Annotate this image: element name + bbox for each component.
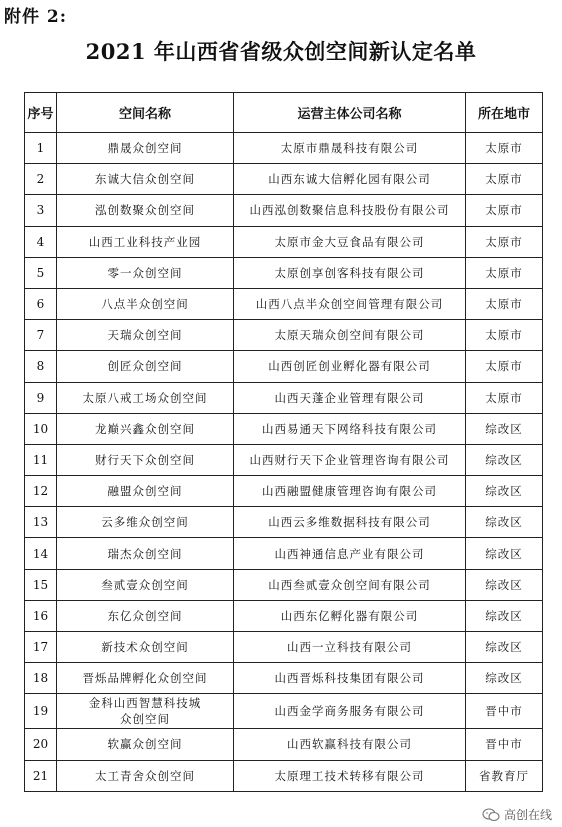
company-name-cell: 山西泓创数聚信息科技股份有限公司 bbox=[234, 195, 466, 226]
table-row bbox=[25, 507, 543, 538]
city-cell: 太原市 bbox=[466, 226, 543, 257]
space-name-cell: 龙巅兴鑫众创空间 bbox=[57, 413, 234, 444]
space-name-cell: 天瑞众创空间 bbox=[57, 320, 234, 351]
space-name-cell: 太原八戒工场众创空间 bbox=[57, 382, 234, 413]
space-name-cell: 财行天下众创空间 bbox=[57, 444, 234, 475]
company-name-cell: 山西融盟健康管理咨询有限公司 bbox=[234, 476, 466, 507]
table-row bbox=[25, 195, 543, 226]
city-cell: 综改区 bbox=[466, 413, 543, 444]
space-name-cell: 太工青舍众创空间 bbox=[57, 760, 234, 791]
watermark bbox=[482, 806, 552, 823]
city-cell: 太原市 bbox=[466, 320, 543, 351]
space-list-table bbox=[24, 92, 543, 792]
company-name-cell: 山西神通信息产业有限公司 bbox=[234, 538, 466, 569]
row-number: 1 bbox=[25, 133, 57, 164]
table-row bbox=[25, 351, 543, 382]
row-number: 9 bbox=[25, 382, 57, 413]
row-number: 4 bbox=[25, 226, 57, 257]
column-header-number: 序号 bbox=[25, 93, 57, 133]
row-number: 17 bbox=[25, 632, 57, 663]
space-name-cell: 东诚大信众创空间 bbox=[57, 164, 234, 195]
space-name-cell: 零一众创空间 bbox=[57, 257, 234, 288]
row-number: 11 bbox=[25, 444, 57, 475]
company-name-cell: 山西一立科技有限公司 bbox=[234, 632, 466, 663]
table-row bbox=[25, 320, 543, 351]
row-number: 18 bbox=[25, 663, 57, 694]
space-name-cell: 山西工业科技产业园 bbox=[57, 226, 234, 257]
table-body bbox=[25, 133, 543, 792]
table-row bbox=[25, 569, 543, 600]
space-name-cell: 晋烁品牌孵化众创空间 bbox=[57, 663, 234, 694]
city-cell: 太原市 bbox=[466, 257, 543, 288]
company-name-cell: 山西金学商务服务有限公司 bbox=[234, 694, 466, 729]
space-name-cell: 泓创数聚众创空间 bbox=[57, 195, 234, 226]
company-name-cell: 山西晋烁科技集团有限公司 bbox=[234, 663, 466, 694]
city-cell: 综改区 bbox=[466, 444, 543, 475]
space-name-cell: 东亿众创空间 bbox=[57, 600, 234, 631]
city-cell: 综改区 bbox=[466, 569, 543, 600]
table-row bbox=[25, 663, 543, 694]
table-row bbox=[25, 413, 543, 444]
space-name-cell: 云多维众创空间 bbox=[57, 507, 234, 538]
table-row bbox=[25, 538, 543, 569]
space-name-cell: 软赢众创空间 bbox=[57, 729, 234, 760]
row-number: 12 bbox=[25, 476, 57, 507]
watermark-text: 高创在线 bbox=[503, 808, 552, 822]
company-name-cell: 太原市鼎晟科技有限公司 bbox=[234, 133, 466, 164]
column-header-city: 所在地市 bbox=[466, 93, 543, 133]
row-number: 2 bbox=[25, 164, 57, 195]
city-cell: 综改区 bbox=[466, 538, 543, 569]
row-number: 19 bbox=[25, 694, 57, 729]
table-row bbox=[25, 133, 543, 164]
company-name-cell: 山西东诚大信孵化园有限公司 bbox=[234, 164, 466, 195]
row-number: 3 bbox=[25, 195, 57, 226]
city-cell: 综改区 bbox=[466, 476, 543, 507]
company-name-cell: 山西财行天下企业管理咨询有限公司 bbox=[234, 444, 466, 475]
row-number: 7 bbox=[25, 320, 57, 351]
company-name-cell: 山西软赢科技有限公司 bbox=[234, 729, 466, 760]
space-name-cell: 叁贰壹众创空间 bbox=[57, 569, 234, 600]
company-name-cell: 山西东亿孵化器有限公司 bbox=[234, 600, 466, 631]
city-cell: 综改区 bbox=[466, 507, 543, 538]
company-name-cell: 太原市金大豆食品有限公司 bbox=[234, 226, 466, 257]
column-header-space-name: 空间名称 bbox=[57, 93, 234, 133]
table-header-row bbox=[25, 93, 543, 133]
table-row bbox=[25, 382, 543, 413]
table-row bbox=[25, 444, 543, 475]
table-row bbox=[25, 476, 543, 507]
row-number: 5 bbox=[25, 257, 57, 288]
row-number: 13 bbox=[25, 507, 57, 538]
city-cell: 太原市 bbox=[466, 351, 543, 382]
city-cell: 省教育厅 bbox=[466, 760, 543, 791]
city-cell: 太原市 bbox=[466, 133, 543, 164]
space-name-cell: 鼎晟众创空间 bbox=[57, 133, 234, 164]
space-name-cell: 金科山西智慧科技城 众创空间 bbox=[57, 694, 234, 729]
table-row bbox=[25, 632, 543, 663]
row-number: 14 bbox=[25, 538, 57, 569]
attachment-label: 附件 2: bbox=[4, 7, 68, 27]
company-name-cell: 太原理工技术转移有限公司 bbox=[234, 760, 466, 791]
table-row bbox=[25, 257, 543, 288]
space-name-cell: 创匠众创空间 bbox=[57, 351, 234, 382]
column-header-company: 运营主体公司名称 bbox=[234, 93, 466, 133]
space-name-cell: 八点半众创空间 bbox=[57, 288, 234, 319]
company-name-cell: 山西云多维数据科技有限公司 bbox=[234, 507, 466, 538]
row-number: 20 bbox=[25, 729, 57, 760]
city-cell: 晋中市 bbox=[466, 694, 543, 729]
page-title: 2021 年山西省省级众创空间新认定名单 bbox=[85, 39, 477, 64]
row-number: 8 bbox=[25, 351, 57, 382]
company-name-cell: 山西创匠创业孵化器有限公司 bbox=[234, 351, 466, 382]
table-row bbox=[25, 164, 543, 195]
city-cell: 太原市 bbox=[466, 195, 543, 226]
row-number: 16 bbox=[25, 600, 57, 631]
wechat-icon bbox=[482, 808, 500, 822]
city-cell: 太原市 bbox=[466, 382, 543, 413]
table-row bbox=[25, 226, 543, 257]
space-name-cell: 融盟众创空间 bbox=[57, 476, 234, 507]
table-row bbox=[25, 694, 543, 729]
company-name-cell: 太原创享创客科技有限公司 bbox=[234, 257, 466, 288]
table-row bbox=[25, 729, 543, 760]
company-name-cell: 山西天蓬企业管理有限公司 bbox=[234, 382, 466, 413]
city-cell: 太原市 bbox=[466, 164, 543, 195]
table-row bbox=[25, 600, 543, 631]
company-name-cell: 太原天瑞众创空间有限公司 bbox=[234, 320, 466, 351]
city-cell: 综改区 bbox=[466, 600, 543, 631]
company-name-cell: 山西八点半众创空间管理有限公司 bbox=[234, 288, 466, 319]
company-name-cell: 山西叁贰壹众创空间有限公司 bbox=[234, 569, 466, 600]
city-cell: 综改区 bbox=[466, 663, 543, 694]
row-number: 21 bbox=[25, 760, 57, 791]
company-name-cell: 山西易通天下网络科技有限公司 bbox=[234, 413, 466, 444]
row-number: 6 bbox=[25, 288, 57, 319]
space-name-cell: 新技术众创空间 bbox=[57, 632, 234, 663]
row-number: 15 bbox=[25, 569, 57, 600]
space-name-cell: 瑞杰众创空间 bbox=[57, 538, 234, 569]
table-row bbox=[25, 288, 543, 319]
city-cell: 太原市 bbox=[466, 288, 543, 319]
row-number: 10 bbox=[25, 413, 57, 444]
city-cell: 综改区 bbox=[466, 632, 543, 663]
table-row bbox=[25, 760, 543, 791]
city-cell: 晋中市 bbox=[466, 729, 543, 760]
